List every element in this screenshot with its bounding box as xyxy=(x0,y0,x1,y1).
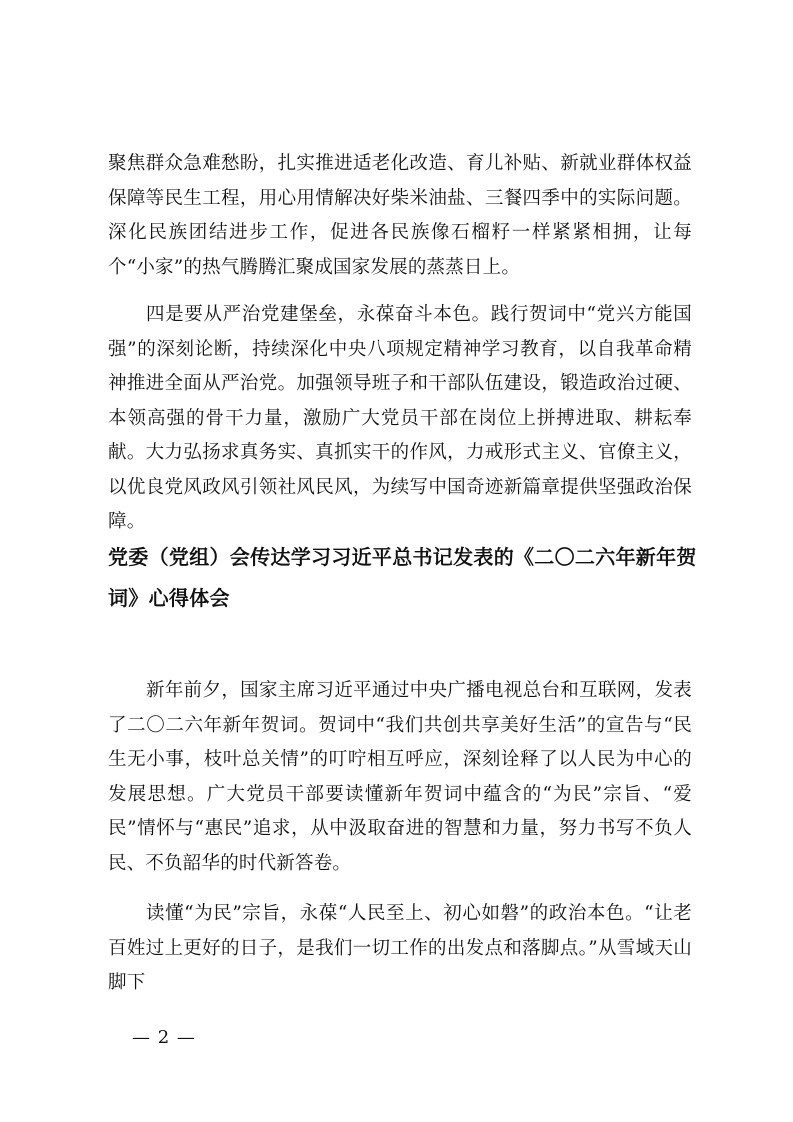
body-paragraph: 新年前夕，国家主席习近平通过中央广播电视总台和互联网，发表了二〇二六年新年贺词。贺词中“我们共创共享美好生活”的宣告与“民生无小事，枝叶总关情”的叮咛相互呼应，深刻诠释了以人民为中心的发展思想。广大党员干部要读懂新年贺词中蕴含的“为民”宗旨、“爱民”情怀与“惠民”追求，从中汲取奋进的智慧和力量，努力书写不负人民、不负韶华的时代新答卷。 xyxy=(108,680,692,874)
body-paragraph: 聚焦群众急难愁盼，扎实推进适老化改造、育儿补贴、新就业群体权益保障等民生工程，用心用情解决好柴米油盐、三餐四季中的实际问题。深化民族团结进步工作，促进各民族像石榴籽一样紧紧相拥，让每个“小家”的热气腾腾汇聚成国家发展的蒸蒸日上。 xyxy=(108,153,692,278)
section-heading: 党委（党组）会传达学习习近平总书记发表的《二〇二六年新年贺词》心得体会 xyxy=(108,545,697,610)
body-paragraph: 读懂“为民”宗旨，永葆“人民至上、初心如磐”的政治本色。“让老百姓过上更好的日子，是我们一切工作的出发点和落脚点。”从雪域天山脚下 xyxy=(108,903,692,993)
page-number: — 2 — xyxy=(132,1027,196,1048)
body-paragraph: 四是要从严治党建堡垒，永葆奋斗本色。践行贺词中“党兴方能国强”的深刻论断，持续深化中央八项规定精神学习教育，以自我革命精神推进全面从严治党。加强领导班子和干部队伍建设，锻造政治过硬、本领高强的骨干力量，激励广大党员干部在岗位上拼搏进取、耕耘奉献。大力弘扬求真务实、真抓实干的作风，力戒形式主义、官僚主义，以优良党风政风引领社风民风，为续写中国奇迹新篇章提供坚强政治保障。 xyxy=(108,304,692,532)
